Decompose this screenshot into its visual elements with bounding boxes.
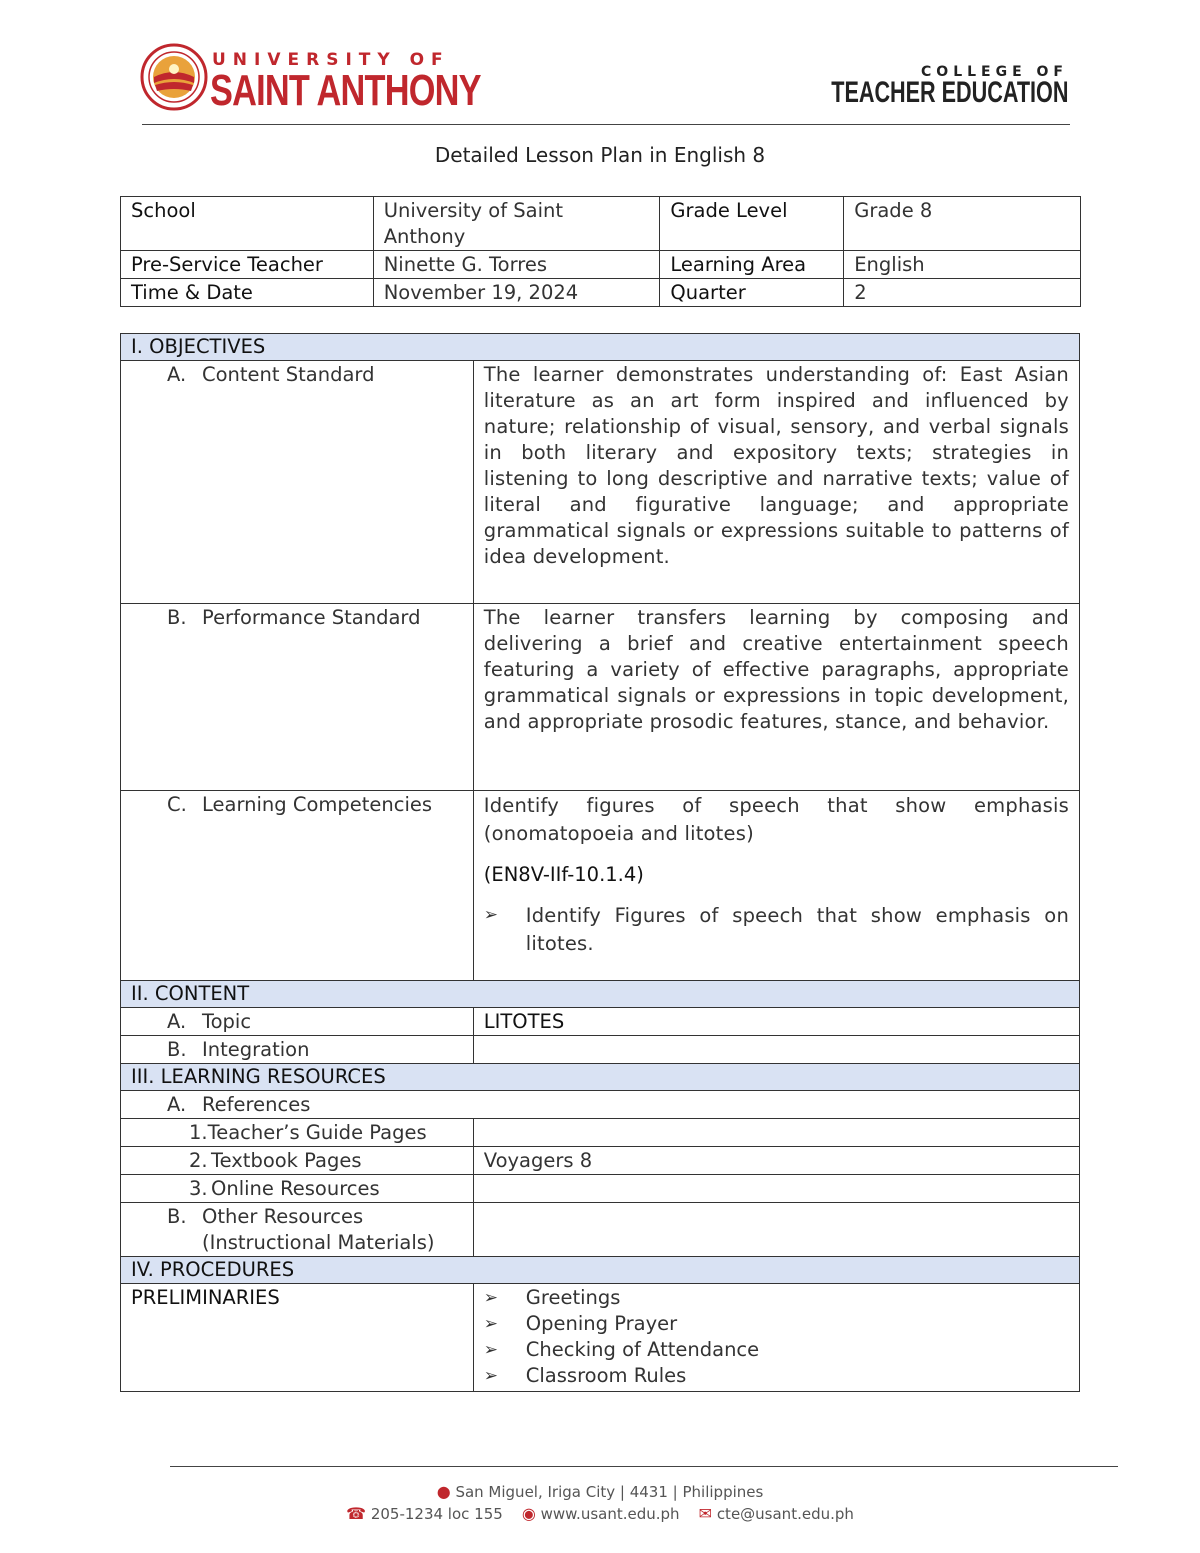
- list-item-text: Checking of Attendance: [525, 1338, 760, 1361]
- section-heading: IV. PROCEDURES: [121, 1257, 1080, 1284]
- grade-label: Grade Level: [660, 197, 844, 251]
- arrow-bullet-icon: ➢: [483, 1340, 499, 1360]
- list-item: [484, 1337, 1069, 1363]
- other-resources-value: [473, 1203, 1079, 1257]
- textbook-value: Voyagers 8: [473, 1147, 1079, 1175]
- time-value: November 19, 2024: [373, 279, 660, 307]
- row-label: [121, 604, 474, 791]
- row-letter: B.: [167, 1038, 187, 1061]
- row-letter: C.: [167, 793, 187, 816]
- section-heading: I. OBJECTIVES: [121, 334, 1080, 361]
- row-number: 3.: [189, 1177, 208, 1200]
- row-label-text: References: [202, 1093, 311, 1116]
- info-row-time: [121, 279, 1081, 307]
- info-row-school: [121, 197, 1081, 251]
- teacher-label: Pre-Service Teacher: [121, 251, 374, 279]
- topic-value: LITOTES: [473, 1008, 1079, 1036]
- section-heading: III. LEARNING RESOURCES: [121, 1064, 1080, 1091]
- row-label-text: Other Resources: [202, 1205, 364, 1228]
- footer-phone: 205-1234 loc 155: [370, 1505, 503, 1523]
- mail-icon: ✉: [698, 1504, 713, 1523]
- grade-value: Grade 8: [844, 197, 1081, 251]
- row-label-text: Learning Competencies: [202, 793, 433, 816]
- competency-code: (EN8V-IIf-10.1.4): [483, 863, 644, 886]
- teachers-guide-value: [473, 1119, 1079, 1147]
- school-label: School: [121, 197, 374, 251]
- row-label-text: Integration: [202, 1038, 310, 1061]
- row-label: [121, 1008, 474, 1036]
- location-pin-icon: ●: [436, 1482, 451, 1501]
- footer-address: San Miguel, Iriga City | 4431 | Philippines: [455, 1483, 764, 1501]
- arrow-bullet-icon: ➢: [483, 1366, 499, 1386]
- row-label: [121, 361, 474, 604]
- university-name-main: SAINT ANTHONY: [210, 66, 481, 115]
- row-textbook: [121, 1147, 1080, 1175]
- section-heading: II. CONTENT: [121, 981, 1080, 1008]
- list-item: [484, 1363, 1069, 1389]
- quarter-label: Quarter: [660, 279, 844, 307]
- row-label: [121, 1203, 474, 1257]
- row-performance-standard: [121, 604, 1080, 791]
- info-row-teacher: [121, 251, 1081, 279]
- row-letter: A.: [167, 1093, 187, 1116]
- arrow-bullet-icon: ➢: [483, 1288, 499, 1308]
- arrow-bullet-icon: ➢: [483, 1314, 499, 1334]
- integration-value: [473, 1036, 1079, 1064]
- row-label-text: Textbook Pages: [211, 1149, 362, 1172]
- row-label: [121, 1147, 474, 1175]
- university-seal-logo: [140, 43, 208, 111]
- list-item-text: Classroom Rules: [525, 1364, 687, 1387]
- row-label-subtext: (Instructional Materials): [202, 1231, 435, 1254]
- area-label: Learning Area: [660, 251, 844, 279]
- area-value: English: [844, 251, 1081, 279]
- header-divider: [142, 124, 1070, 125]
- section-objectives: [121, 334, 1080, 361]
- document-title: Detailed Lesson Plan in English 8: [434, 143, 766, 167]
- list-item: [484, 1311, 1069, 1337]
- list-item-text: Greetings: [525, 1286, 621, 1309]
- row-teachers-guide: [121, 1119, 1080, 1147]
- row-content-standard: [121, 361, 1080, 604]
- row-label-text: Performance Standard: [202, 606, 421, 629]
- row-label-text: Topic: [202, 1010, 252, 1033]
- school-value: University of Saint Anthony: [373, 197, 660, 251]
- preliminaries-list: [473, 1284, 1079, 1392]
- section-resources: [121, 1064, 1080, 1091]
- footer-website[interactable]: www.usant.edu.ph: [540, 1505, 680, 1523]
- row-label-text: 1.Teacher’s Guide Pages: [121, 1119, 474, 1147]
- time-label: Time & Date: [121, 279, 374, 307]
- row-label: [121, 791, 474, 981]
- list-item-text: Opening Prayer: [525, 1312, 678, 1335]
- content-standard-text: The learner demonstrates understanding of: East Asian literature as an art form inspired and influenced by nature; relationship of visual, sensory, and verbal signals in both literary and expository texts; strategies in listening to long descriptive and narrative texts; value of literal and figurative language; and appropriate grammatical signals or expressions suitable to patterns of idea development.: [473, 361, 1079, 604]
- row-letter: A.: [167, 1010, 187, 1033]
- row-label: [121, 1091, 1080, 1119]
- page-header: [140, 40, 1070, 120]
- row-references: [121, 1091, 1080, 1119]
- competency-text: Identify figures of speech that show emphasis (onomatopoeia and litotes): [483, 794, 1069, 845]
- section-content: [121, 981, 1080, 1008]
- performance-standard-text: The learner transfers learning by composing and delivering a brief and creative entertainment speech featuring a variety of effective paragraphs, appropriate grammatical signals or expressions in topic development, and appropriate prosodic features, stance, and behavior.: [473, 604, 1079, 791]
- row-letter: B.: [167, 606, 187, 629]
- competency-bullet-text: Identify Figures of speech that show emphasis on litotes.: [525, 904, 1069, 955]
- row-other-resources: [121, 1203, 1080, 1257]
- preliminaries-label: PRELIMINARIES: [121, 1284, 474, 1392]
- row-topic: [121, 1008, 1080, 1036]
- row-online-resources: [121, 1175, 1080, 1203]
- row-letter: B.: [167, 1205, 187, 1228]
- row-label-text: Online Resources: [211, 1177, 380, 1200]
- lesson-plan-table: [120, 333, 1080, 1392]
- quarter-value: 2: [844, 279, 1081, 307]
- online-resources-value: [473, 1175, 1079, 1203]
- row-label: [121, 1036, 474, 1064]
- phone-icon: ☎: [346, 1504, 367, 1523]
- row-label: [121, 1175, 474, 1203]
- footer-email[interactable]: cte@usant.edu.ph: [716, 1505, 854, 1523]
- teacher-value: Ninette G. Torres: [373, 251, 660, 279]
- footer-divider: [170, 1466, 1118, 1467]
- row-number: 2.: [189, 1149, 208, 1172]
- competency-bullet: [484, 902, 1069, 958]
- row-preliminaries: [121, 1284, 1080, 1392]
- section-procedures: [121, 1257, 1080, 1284]
- globe-icon: ◉: [521, 1504, 536, 1523]
- list-item: [484, 1285, 1069, 1311]
- footer-contact-line: [0, 1504, 1200, 1523]
- competencies-cell: [473, 791, 1079, 981]
- college-name-top: COLLEGE OF: [921, 64, 1068, 80]
- row-integration: [121, 1036, 1080, 1064]
- footer-address-line: [0, 1482, 1200, 1501]
- arrow-bullet-icon: ➢: [483, 905, 499, 925]
- college-name-main: TEACHER EDUCATION: [830, 76, 1068, 109]
- info-table: [120, 196, 1081, 307]
- row-letter: A.: [167, 363, 187, 386]
- row-label-text: Content Standard: [202, 363, 375, 386]
- row-learning-competencies: [121, 791, 1080, 981]
- university-name-top: UNIVERSITY OF: [212, 50, 450, 70]
